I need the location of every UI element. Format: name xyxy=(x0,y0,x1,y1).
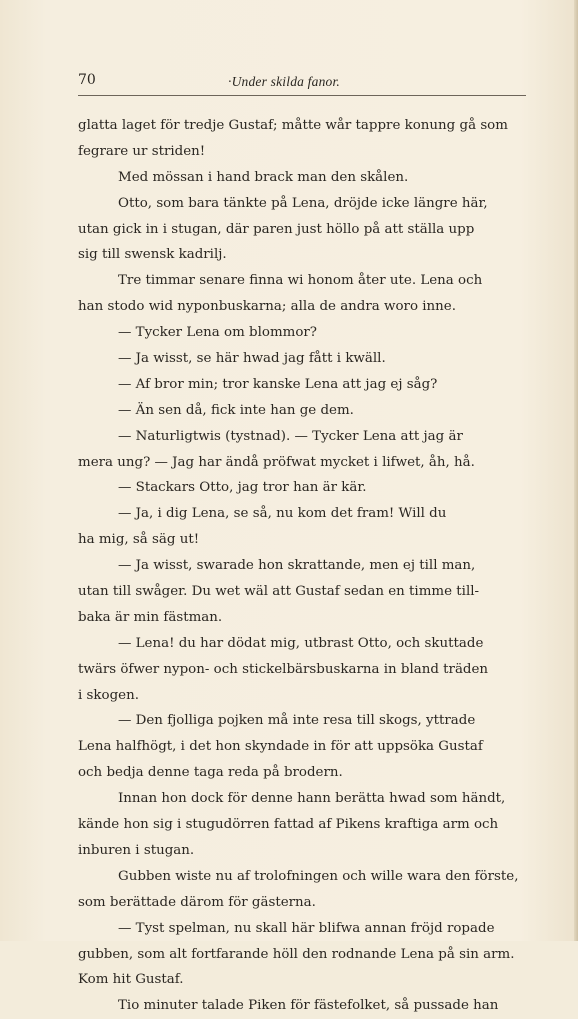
text-line: utan gick in i stugan, där paren just höllo på att ställa upp xyxy=(78,221,475,237)
page-header xyxy=(78,72,528,92)
text-line: gubben, som alt fortfarande höll den rodnande Lena på sin arm. xyxy=(78,946,515,962)
text-line: — Stackars Otto, jag tror han är kär. xyxy=(118,480,367,496)
text-line: — Ja wisst, se här hwad jag fått i kwäll. xyxy=(118,351,386,367)
text-line: Tre timmar senare finna wi honom åter ute. Lena och xyxy=(118,273,483,289)
text-line: ha mig, så säg ut! xyxy=(78,532,200,548)
text-line: — Tyst spelman, nu skall här blifwa annan fröjd ropade xyxy=(118,920,495,936)
text-line: han stodo wid nyponbuskarna; alla de andra woro inne. xyxy=(78,299,456,315)
text-line: baka är min fästman. xyxy=(78,609,223,625)
running-title: ·Under skilda fanor. xyxy=(228,74,340,89)
text-line: Med mössan i hand brack man den skålen. xyxy=(118,169,409,185)
text-line: Innan hon dock för denne hann berätta hwad som händt, xyxy=(118,791,506,807)
text-line: — Än sen då, fick inte han ge dem. xyxy=(118,402,354,418)
text-line: twärs öfwer nypon- och stickelbärsbuskarna in bland träden xyxy=(78,661,489,677)
text-line: mera ung? — Jag har ändå pröfwat mycket i lifwet, åh, hå. xyxy=(78,454,475,470)
text-line: — Tycker Lena om blommor? xyxy=(118,325,317,341)
text-line: Kom hit Gustaf. xyxy=(78,972,184,988)
text-line: utan till swåger. Du wet wäl att Gustaf sedan en timme till- xyxy=(78,584,480,600)
body-text xyxy=(78,113,526,1019)
text-line: — Den fjolliga pojken må inte resa till skogs, yttrade xyxy=(118,713,476,729)
page-number: 70 xyxy=(78,72,96,88)
text-line: sig till swensk kadrilj. xyxy=(78,247,227,263)
text-line: — Ja, i dig Lena, se så, nu kom det fram! Will du xyxy=(118,506,447,522)
text-line: kände hon sig i stugudörren fattad af Pikens kraftiga arm och xyxy=(78,817,499,833)
header-rule xyxy=(78,95,526,96)
text-line: Lena halfhögt, i det hon skyndade in för att uppsöka Gustaf xyxy=(78,739,483,755)
text-line: i skogen. xyxy=(78,687,139,703)
text-line: — Af bror min; tror kanske Lena att jag ej såg? xyxy=(118,376,438,392)
text-line: som berättade därom för gästerna. xyxy=(78,894,316,910)
text-line: Otto, som bara tänkte på Lena, dröjde icke längre här, xyxy=(118,195,488,211)
text-line: Tio minuter talade Piken för fästefolket, så pussade han xyxy=(118,998,499,1014)
text-line: och bedja denne taga reda på brodern. xyxy=(78,765,343,781)
text-line: — Ja wisst, swarade hon skrattande, men ej till man, xyxy=(118,558,476,574)
text-line: glatta laget för tredje Gustaf; måtte wår tappre konung gå som xyxy=(78,118,508,133)
text-line: fegrare ur striden! xyxy=(78,143,206,159)
text-line: — Lena! du har dödat mig, utbrast Otto, och skuttade xyxy=(118,635,484,651)
page-edge xyxy=(574,0,578,941)
text-line: inburen i stugan. xyxy=(78,842,195,858)
text-line: Gubben wiste nu af trolofningen och wille wara den förste, xyxy=(118,868,519,884)
text-line: — Naturligtwis (tystnad). — Tycker Lena att jag är xyxy=(118,428,463,444)
